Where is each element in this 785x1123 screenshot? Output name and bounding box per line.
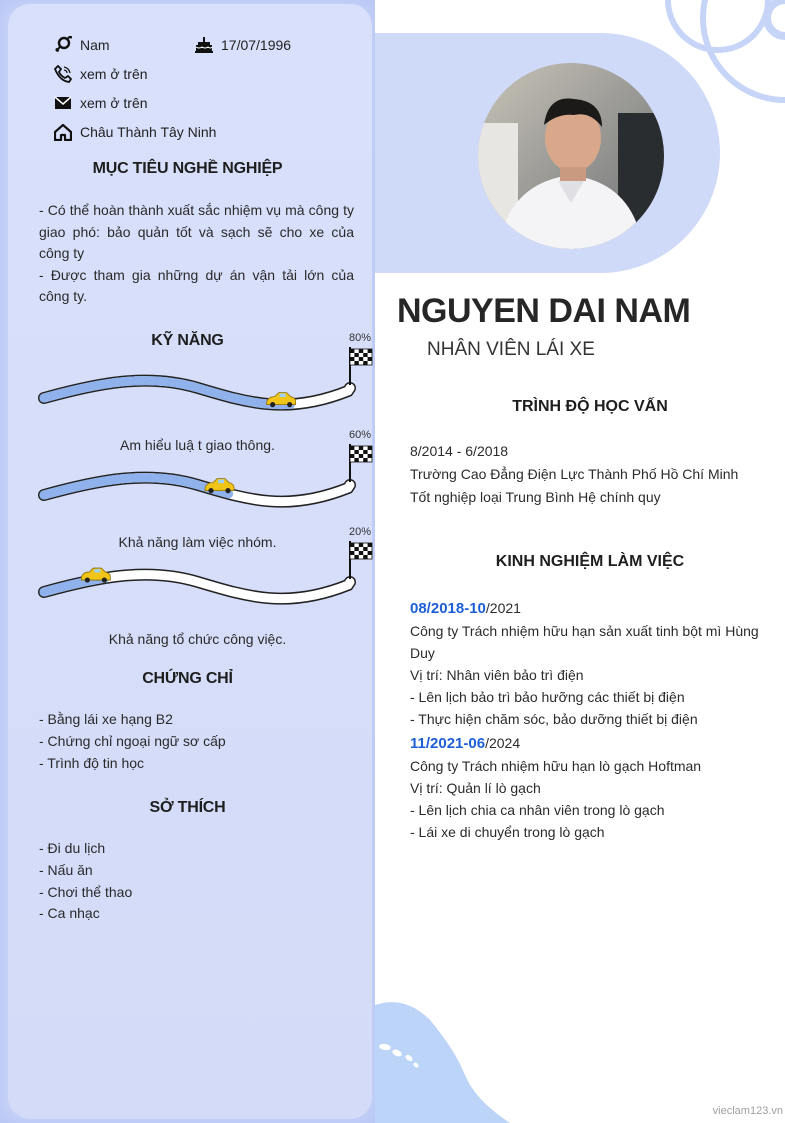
job-company: Công ty Trách nhiệm hữu hạn lò gạch Hoftman xyxy=(410,758,702,774)
skill-label: Khả năng làm việc nhóm. xyxy=(118,534,277,550)
job-position: Vị trí: Quản lí lò gạch xyxy=(410,780,541,796)
finish-flag-icon xyxy=(350,347,372,385)
job-position: Vị trí: Nhân viên bảo trì điện xyxy=(410,667,584,683)
job-entry xyxy=(410,597,775,730)
avatar xyxy=(478,63,664,249)
job-date xyxy=(410,597,775,620)
job-task: - Thực hiện chăm sóc, bảo dưỡng thiết bị điện xyxy=(410,711,698,727)
address-row xyxy=(53,123,216,141)
skill-road-2 xyxy=(38,440,378,512)
person-name: NGUYEN DAI NAM xyxy=(397,292,691,330)
birthday-row xyxy=(194,36,291,54)
gender-row xyxy=(53,36,110,54)
certificates-list xyxy=(39,709,226,774)
phone-icon xyxy=(53,65,73,83)
list-item: - Chơi thể thao xyxy=(39,883,133,900)
job-task: - Lái xe di chuyển trong lò gạch xyxy=(410,824,605,840)
gender-icon xyxy=(53,36,73,54)
job-company: Công ty Trách nhiệm hữu hạn sản xuất tinh bột mì Hùng Duy xyxy=(410,623,759,661)
job-date-end: /2021 xyxy=(485,600,521,616)
skill-label: Khả năng tổ chức công việc. xyxy=(108,631,287,647)
job-date-start: 11/2021-06 xyxy=(410,735,486,752)
job-date-end: /2024 xyxy=(485,735,521,751)
email-row xyxy=(53,94,148,112)
list-item: - Ca nhạc xyxy=(39,905,100,922)
finish-flag-icon xyxy=(350,444,372,482)
deco-ring xyxy=(767,0,785,36)
skill-percent: 60% xyxy=(349,429,372,441)
education-title: TRÌNH ĐỘ HỌC VẤN xyxy=(512,398,668,415)
phone-row xyxy=(53,65,148,83)
cake-icon xyxy=(194,36,214,54)
envelope-icon xyxy=(53,94,73,112)
home-icon xyxy=(53,123,73,141)
education-period: 8/2014 - 6/2018 xyxy=(410,443,509,459)
experience-title: KINH NGHIỆM LÀM VIỆC xyxy=(495,553,685,570)
objective-line: - Được tham gia những dự án vận tải lớn của công ty. xyxy=(39,266,354,304)
job-entry xyxy=(410,732,775,843)
job-task: - Lên lịch chia ca nhân viên trong lò gạch xyxy=(410,802,665,818)
address-text: Châu Thành Tây Ninh xyxy=(80,124,217,140)
list-item: - Bằng lái xe hạng B2 xyxy=(39,711,173,727)
objective-line: - Có thể hoàn thành xuất sắc nhiệm vụ mà công ty giao phó: bảo quản tốt và sạch sẽ cho xe của công ty xyxy=(39,202,354,261)
skill-label: Am hiểu luậ t giao thông. xyxy=(120,437,275,453)
email-text: xem ở trên xyxy=(80,95,148,111)
hobbies-list xyxy=(39,838,132,925)
gender-text: Nam xyxy=(80,37,110,53)
hobbies-title: SỞ THÍCH xyxy=(149,799,226,816)
finish-flag-icon xyxy=(350,541,372,579)
list-item: - Chứng chỉ ngoại ngữ sơ cấp xyxy=(39,732,226,749)
job-title: NHÂN VIÊN LÁI XE xyxy=(427,339,595,360)
wave-decoration xyxy=(375,995,575,1123)
objective-title: MỤC TIÊU NGHỀ NGHIỆP xyxy=(92,160,283,177)
education-block xyxy=(410,440,775,509)
watermark: vieclam123.vn xyxy=(712,1105,783,1117)
education-school: Trường Cao Đẳng Điện Lực Thành Phố Hồ Chí Minh xyxy=(410,466,739,482)
certificates-title: CHỨNG CHỈ xyxy=(142,670,233,687)
education-degree: Tốt nghiệp loại Trung Bình Hệ chính quy xyxy=(410,489,661,505)
birthday-text: 17/07/1996 xyxy=(221,37,292,53)
phone-text: xem ở trên xyxy=(80,66,148,82)
job-date xyxy=(410,732,775,755)
skill-road-3 xyxy=(38,537,378,609)
objective-text xyxy=(39,200,354,308)
job-task: - Lên lịch bảo trì bảo hưỡng các thiết bị điện xyxy=(410,689,685,705)
skill-percent: 20% xyxy=(349,526,372,538)
list-item: - Trình độ tin học xyxy=(39,754,145,771)
skill-road-1 xyxy=(38,343,378,415)
job-date-start: 08/2018-10 xyxy=(410,600,486,617)
list-item: - Nấu ăn xyxy=(39,861,93,878)
deco-ring xyxy=(668,0,768,50)
skill-percent: 80% xyxy=(349,332,372,344)
list-item: - Đi du lịch xyxy=(39,840,106,856)
skills-title: KỸ NĂNG xyxy=(151,332,224,349)
